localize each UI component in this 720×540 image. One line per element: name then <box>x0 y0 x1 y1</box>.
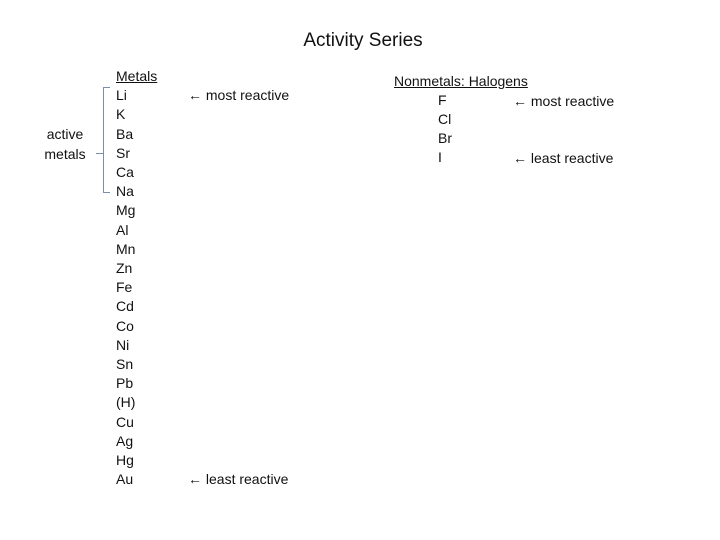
element-symbol: Ba <box>116 125 134 142</box>
metals-list <box>116 67 157 489</box>
element-symbol: Cl <box>438 111 452 127</box>
element-symbol: Ca <box>116 164 134 181</box>
element-symbol: I <box>438 149 442 165</box>
element-symbol: Co <box>116 317 134 334</box>
active-metals-bracket <box>103 87 110 193</box>
element-symbol: (H) <box>116 394 136 411</box>
slide-title: Activity Series <box>303 30 423 51</box>
bracket-tick <box>96 153 103 154</box>
element-symbol: Fe <box>116 279 133 296</box>
element-symbol: Na <box>116 183 134 200</box>
element-symbol: Cu <box>116 413 134 430</box>
halogens-least-reactive: ← least reactive <box>513 150 614 166</box>
halogens-most-reactive: ← most reactive <box>513 93 615 109</box>
element-symbol: Sr <box>116 144 130 161</box>
element-symbol: Hg <box>116 452 134 469</box>
element-symbol: Cd <box>116 298 134 315</box>
metals-most-reactive: ← most reactive <box>188 87 290 103</box>
element-symbol: Mn <box>116 240 136 257</box>
halogens-heading: Nonmetals: Halogens <box>394 73 528 89</box>
metals-least-reactive: ← least reactive <box>188 471 289 487</box>
element-symbol: K <box>116 106 126 123</box>
element-symbol: Sn <box>116 356 134 373</box>
element-symbol: Li <box>116 87 127 104</box>
element-symbol: Br <box>438 130 452 146</box>
element-symbol: Au <box>116 471 134 488</box>
element-symbol: F <box>438 92 447 108</box>
halogens-list <box>394 72 528 167</box>
element-symbol: Pb <box>116 375 134 392</box>
element-symbol: Ni <box>116 336 130 353</box>
element-symbol: Al <box>116 221 129 238</box>
element-symbol: Zn <box>116 260 133 277</box>
active-metals-label: active metals <box>44 126 86 162</box>
metals-heading: Metals <box>116 68 158 84</box>
element-symbol: Mg <box>116 202 136 219</box>
element-symbol: Ag <box>116 432 134 449</box>
